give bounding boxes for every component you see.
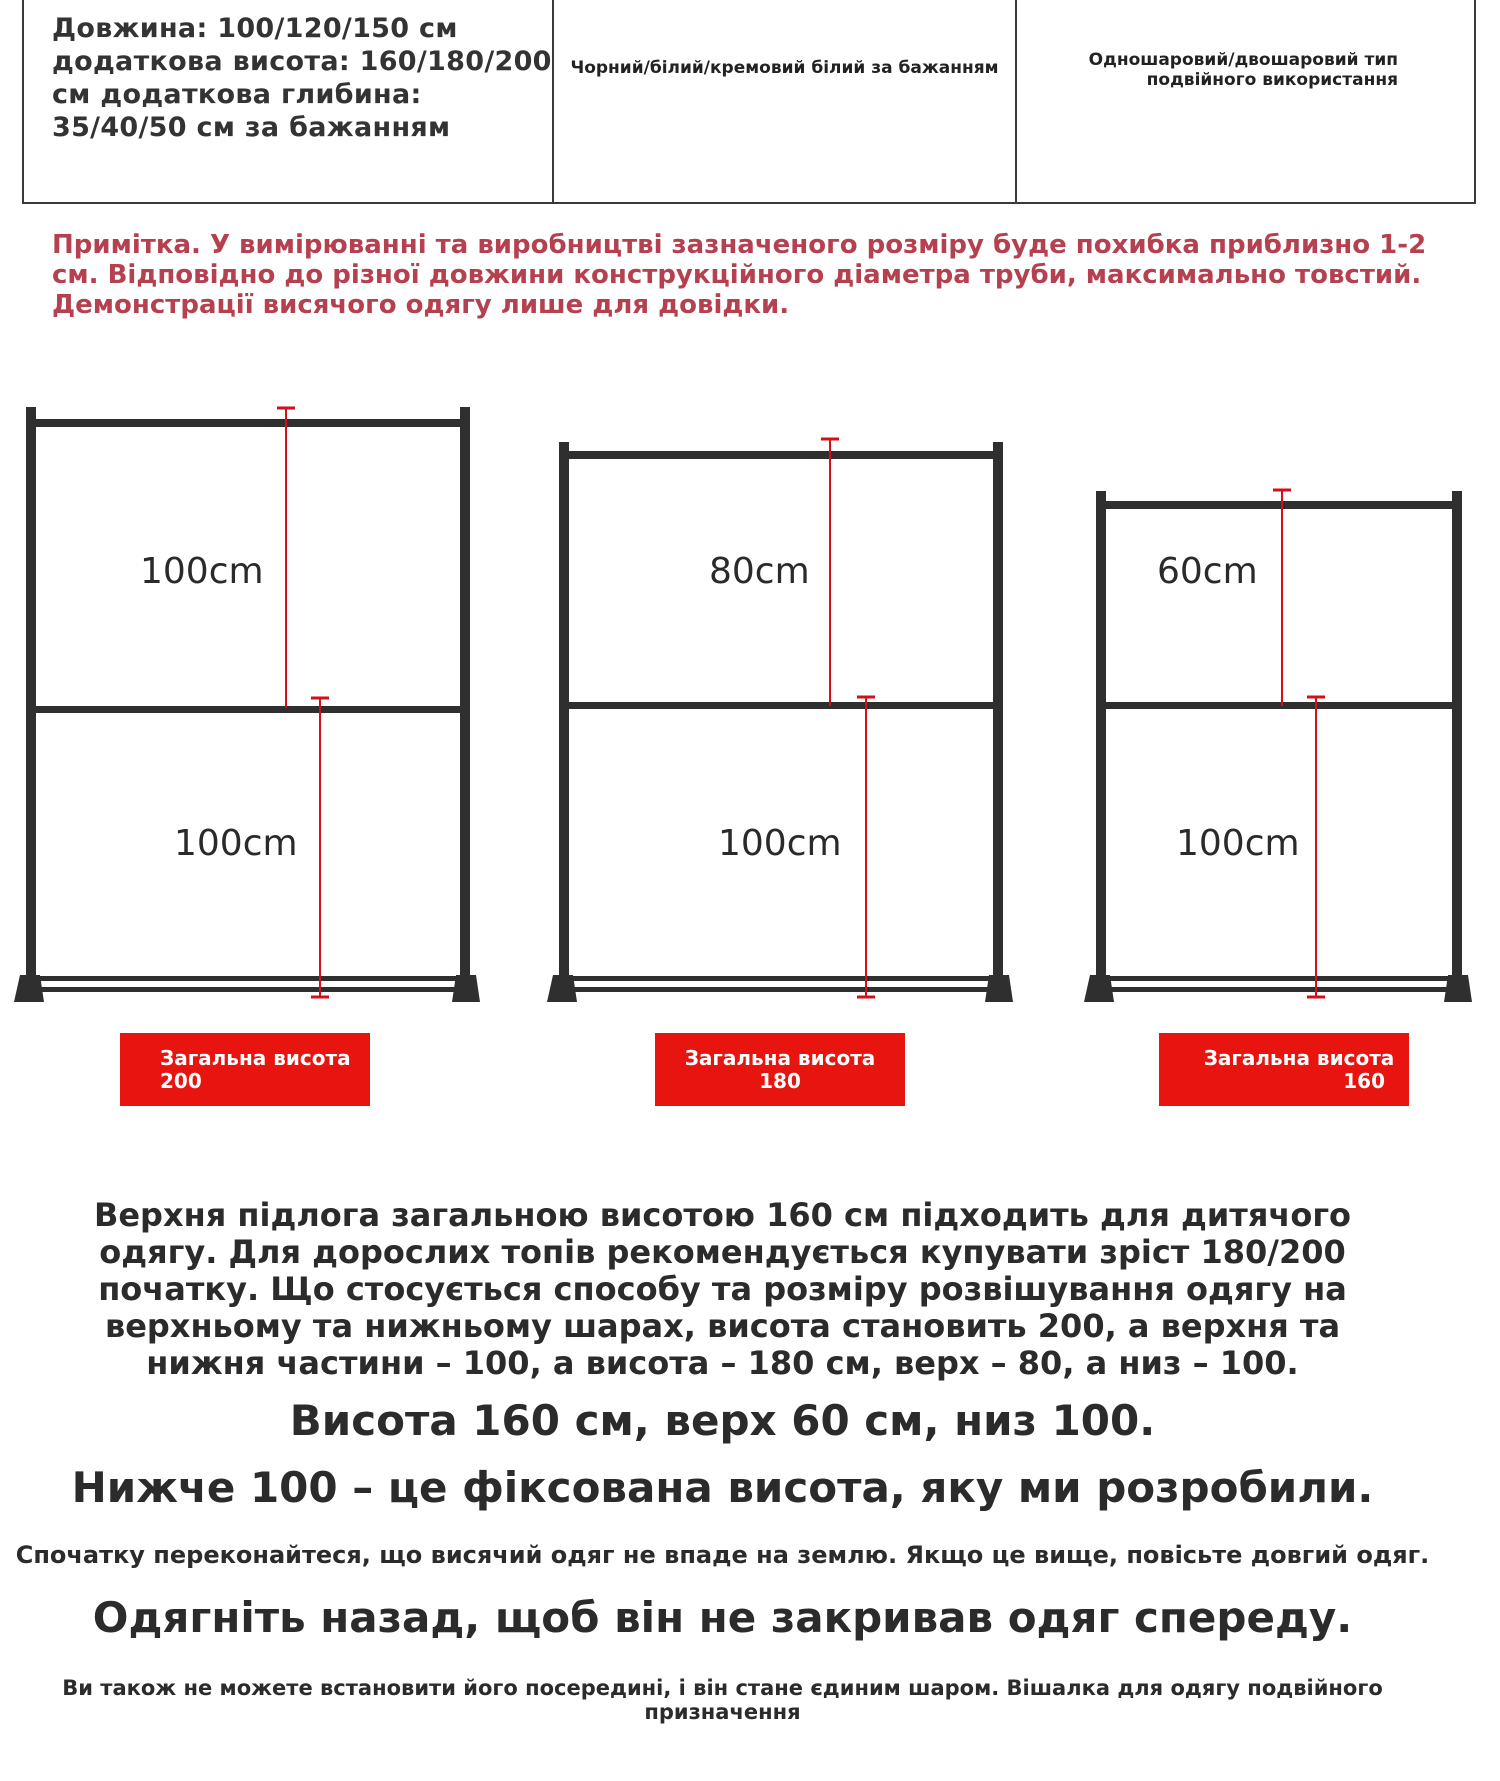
- spec-type-text: Одношаровий/двошаровий тип подвійного використання: [1088, 50, 1398, 90]
- spec-table: [22, 0, 1476, 204]
- spec-color-cell: [554, 0, 1017, 202]
- badge-label: Загальна висота: [684, 1046, 876, 1070]
- spec-size-cell: [24, 0, 554, 202]
- total-height-badge-200: [120, 1033, 370, 1106]
- rack-180-upper-label: 80cm: [709, 551, 810, 592]
- rack-160-lower-label: 100cm: [1176, 823, 1300, 864]
- rack-180: [547, 439, 1013, 1002]
- middle-install-line: Ви також не можете встановити його посередині, і він стане єдиним шаром. Вішалка для одягу подвійного призначення: [62, 1676, 1383, 1724]
- rack-200: [14, 407, 480, 1002]
- rack-180-lower-label: 100cm: [718, 823, 842, 864]
- badge-value: 160: [1343, 1069, 1385, 1093]
- note-text: Примітка. У вимірюванні та виробництві зазначеного розміру буде похибка приблизно 1-2 см. Відповідно до різної довжини конструкційного діаметра труби, максимально товстий. Демонстрації висячого одягу лише для довідки.: [52, 230, 1427, 320]
- spec-type-cell: [1017, 0, 1474, 202]
- rack-200-lower-label: 100cm: [174, 823, 298, 864]
- badge-label: Загальна висота: [160, 1046, 351, 1070]
- check-floor-line: Спочатку переконайтеся, що висячий одяг не впаде на землю. Якщо це вище, повісьте довгий одяг.: [15, 1541, 1430, 1569]
- spec-size-text: Довжина: 100/120/150 см додаткова висота: 160/180/200 см додаткова глибина: 35/40/50 см за бажанням: [52, 13, 552, 143]
- badge-label: Загальна висота: [1203, 1046, 1395, 1070]
- rack-200-upper-label: 100cm: [140, 551, 264, 592]
- rack-160: [1084, 490, 1472, 1002]
- rack-diagrams: [0, 380, 1500, 1020]
- height-160-line: Висота 160 см, верх 60 см, низ 100.: [289, 1396, 1156, 1445]
- total-height-badge-180: [655, 1033, 905, 1106]
- wear-back-line: Одягніть назад, щоб він не закривав одяг спереду.: [92, 1593, 1353, 1642]
- total-height-badge-160: [1159, 1033, 1409, 1106]
- rack-160-upper-label: 60cm: [1157, 551, 1258, 592]
- height-recommendation-paragraph: Верхня підлога загальною висотою 160 см підходить для дитячого одягу. Для дорослих топів рекомендується купувати зріст 180/200 початку. Що стосується способу та розміру розвішування одягу на верхньому та нижньому шарах, висота становить 200, а верхня та нижня частини – 100, а висота – 180 см, верх – 80, а низ – 100.: [93, 1196, 1352, 1382]
- fixed-height-line: Нижче 100 – це фіксована висота, яку ми розробили.: [71, 1463, 1374, 1512]
- badge-value: 200: [160, 1069, 202, 1093]
- spec-color-text: Чорний/білий/кремовий білий за бажанням: [570, 58, 999, 78]
- badge-value: 180: [759, 1069, 801, 1093]
